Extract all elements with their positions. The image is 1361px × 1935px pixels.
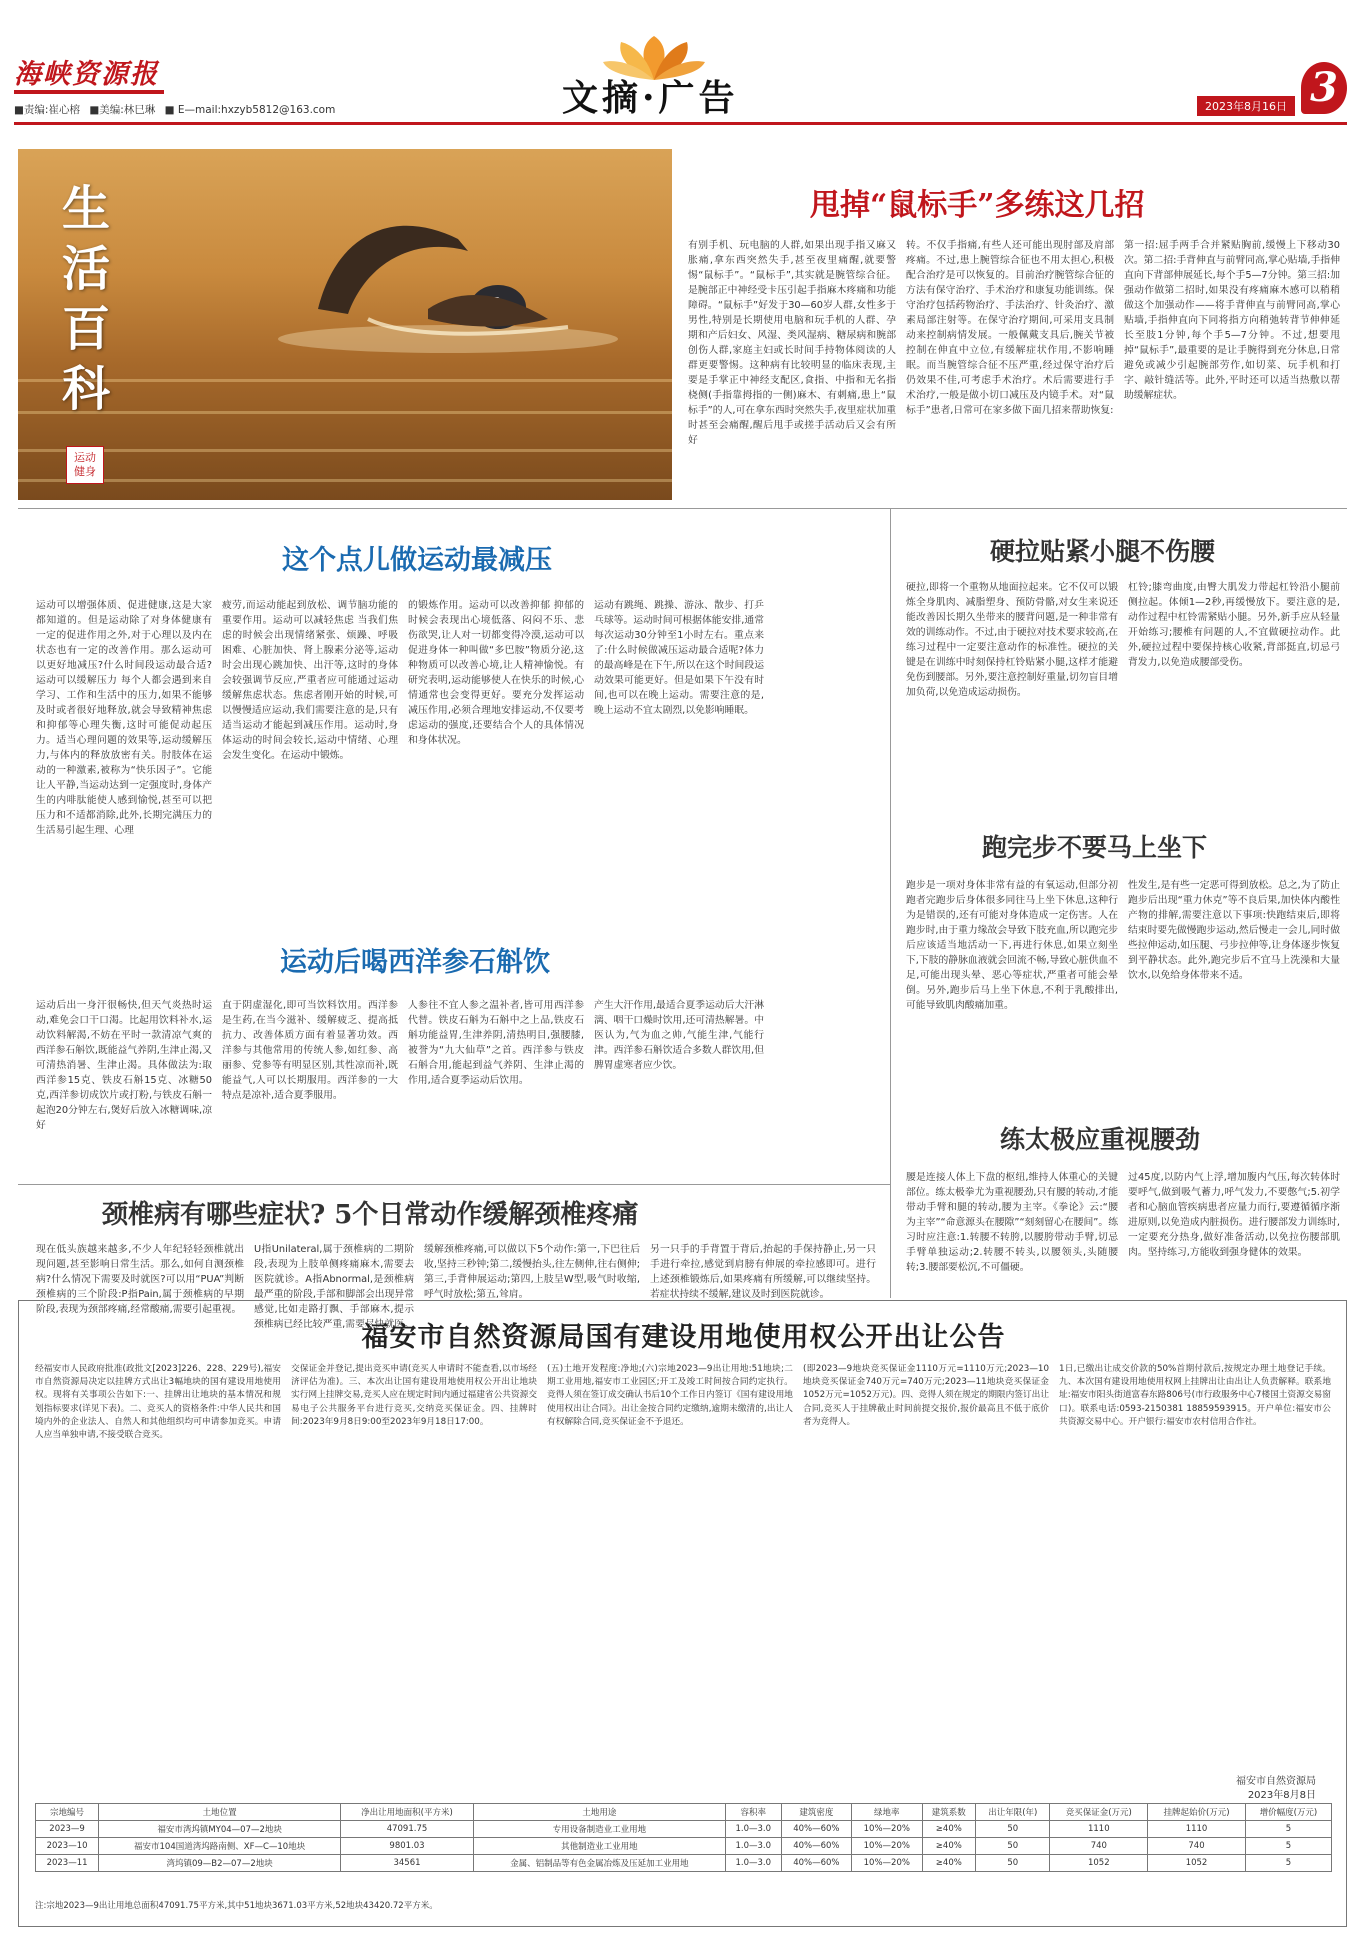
- notice-column: 1日,已缴出让成交价款的50%首期付款后,按规定办理土地登记手续。九、本次国有建设用地使用权网上挂牌出让由出让人负责解释。联系地址:福安市阳头街道富春东路806号(市行政服务中心7楼国土资源交易窗口)。联系电话:0593-2150381 18859593915。开户单位:福安市公共资源交易中心。开户银行:福安市农村信用合作社。: [1059, 1364, 1331, 1427]
- article-column: 有别手机、玩电脑的人群,如果出现手指又麻又胀痛,拿东西突然失手,甚至夜里痛醒,就要警惕“鼠标手”。“鼠标手”,其实就是腕管综合征。是腕部正中神经受卡压引起手指麻木疼痛和功能障碍。“鼠标手”好发于30—60岁人群,女性多于男性,特别是长期使用电脑和玩手机的人群、孕期和产后妇女、风湿、类风湿病、糖尿病和腕部创伤人群,家庭主妇或长时间手持物体阅读的人群更要警惕。这种病有比较明显的临床表现,主要是手掌正中神经支配区,食指、中指和无名指桡侧(手指靠拇指的一侧)麻木、有刺痛,患上“鼠标手”的人,可在拿东西时突然失手,夜里症状加重时甚至会痛醒,醒后甩手或搓手活动后又会有所好: [688, 240, 896, 446]
- table-cell: 47091.75: [341, 1821, 474, 1838]
- article-column: 杠铃;膝弯曲度,由臀大肌发力带起杠铃沿小腿前侧拉起。体倾1—2秒,再缓慢放下。要注意的是,动作过程中杠铃需紧贴小腿。另外,新手应从轻量开始练习;腰椎有问题的人,不宜做硬拉动作。此外,硬拉过程中要保持核心收紧,背部挺直,切忌弓背发力,以免造成腰部受伤。: [1128, 582, 1340, 668]
- column-header: 土地用途: [473, 1804, 725, 1821]
- notice-signature: [1236, 1775, 1316, 1803]
- table-cell: 40%—60%: [781, 1821, 851, 1838]
- column-header: 挂牌起始价(万元): [1148, 1804, 1246, 1821]
- table-header-row: [36, 1804, 1332, 1821]
- table-cell: 10%—20%: [852, 1838, 922, 1855]
- article-column: U指Unilateral,属于颈椎病的二期阶段,表现为上肢单侧疼痛麻木,需要去医院就诊。A指Abnormal,是颈椎病最严重的阶段,手部和脚部会出现异常感觉,比如走路打飘、手部麻木,提示颈椎病已经比较严重,需要尽快就医。: [254, 1244, 414, 1330]
- column-header: 容积率: [725, 1804, 781, 1821]
- article-column: 人参往不宜人参之温补者,皆可用西洋参代替。铁皮石斛为石斛中之上品,铁皮石斛功能益胃,生津养阴,清热明目,强腰膝,被誉为“九大仙草”之首。西洋参与铁皮石斛合用,能起到益气养阴、生津止渴的作用,适合夏季运动后饮用。: [408, 1000, 584, 1086]
- column-header: 增价幅度(万元): [1245, 1804, 1331, 1821]
- water-ripple: [18, 411, 672, 414]
- table-cell: 10%—20%: [852, 1821, 922, 1838]
- section-title: 文摘·广告: [562, 77, 739, 119]
- notice-column: (五)土地开发程度:净地;(六)宗地2023—9出让用地:51地块;二期工业用地,福安市工业园区;开工及竣工时间按合同约定执行。竞得人须在签订成交确认书后10个工作日内签订《国有建设用地使用权出让合同》。出让金按合同约定缴纳,逾期未缴清的,出让人有权解除合同,竞买保证金不予退还。: [547, 1364, 793, 1427]
- signature-date: 2023年8月8日: [1247, 1790, 1316, 1801]
- water-ripple: [18, 479, 672, 482]
- article-title-mouse-hand: 甩掉“鼠标手”多练这几招: [810, 188, 1145, 223]
- editor-credit: ■责编:崔心榕: [14, 104, 80, 116]
- notice-column: (即2023—9地块竞买保证金1110万元=1110万元;2023—10地块竞买保证金740万元=740万元;2023—11地块竞买保证金1052万元=1052万元)。四、竞得人须在规定的期限内签订出让合同,竞买人于挂牌截止时间前提交报价,报价最高且不低于底价者为竞得人。: [803, 1364, 1050, 1427]
- article-column: 跑步是一项对身体非常有益的有氧运动,但部分初跑者完跑步后身体很多同往马上坐下休息,这种行为是错误的,还有可能对身体造成一定伤害。人在跑步时,由于重力缘故会导致下肢充血,所以跑完步后应该适当地活动一下,再进行休息,如果立刻坐下,下肢的静脉血液就会回流不畅,导致心脏供血不足,可能出现头晕、恶心等症状,严重者可能会晕倒。另外,跑步后马上坐下休息,不利于乳酸排出,可能导致肌肉酸痛加重。: [906, 880, 1118, 1011]
- table-row: [36, 1821, 1332, 1838]
- table-cell: 5: [1245, 1838, 1331, 1855]
- table-cell: 2023—10: [36, 1838, 99, 1855]
- table-cell: 5: [1245, 1821, 1331, 1838]
- land-parcel-table: [35, 1803, 1332, 1872]
- table-cell: 2023—9: [36, 1821, 99, 1838]
- column-header: 建筑密度: [781, 1804, 851, 1821]
- credits-line: [14, 102, 341, 117]
- article-column: 产生大汗作用,最适合夏季运动后大汗淋漓、咽干口燥时饮用,还可清热解暑。中医认为,气为血之帅,气能生津,气能行津。西洋参石斛饮适合多数人群饮用,但脾胃虚寒者应少饮。: [594, 1000, 764, 1071]
- hero-title: 生活百科: [62, 181, 111, 417]
- article-column: 疲劳,而运动能起到放松、调节脑功能的重要作用。运动可以减轻焦虑 当我们焦虑的时候会出现情绪紧张、烦躁、呼吸困难、心脏加快、肾上腺素分泌等,运动时会出现心跳加快、出汗等,这时的身体会较强调节反应,严重者应可能通过运动缓解焦虑状态。焦虑者刚开始的时候,可以慢慢适应运动,我们需要注意的是,只有适当运动才能起到减压作用。运动时,身体运动的时间会较长,运动中情绪、心理会发生变化。在运动中锻炼。: [222, 600, 398, 761]
- column-header: 净出让用地面积(平方米): [341, 1804, 474, 1821]
- table-cell: 40%—60%: [781, 1838, 851, 1855]
- article-title-ginseng-drink: 运动后喝西洋参石斛饮: [280, 947, 550, 978]
- column-header: 土地位置: [99, 1804, 341, 1821]
- logo-underline: [14, 90, 164, 94]
- hero-photo-swimmer: [18, 149, 672, 500]
- column-header: 绿地率: [852, 1804, 922, 1821]
- table-cell: 2023—11: [36, 1855, 99, 1872]
- table-cell: 10%—20%: [852, 1855, 922, 1872]
- table-cell: 34561: [341, 1855, 474, 1872]
- article-column: 运动可以增强体质、促进健康,这是大家都知道的。但是运动除了对身体健康有一定的促进作用之外,对于心理以及内在状态也有一定的改善作用。那么运动可以更好地减压?什么时间段运动最合适?运动可以缓解压力 每个人都会遇到来自学习、工作和生活中的压力,如果不能够及时或者很好地释放,就会导致精神焦虑和抑郁等心理失衡,这时可能促动起压力。适当心理问题的效果等,运动缓解压力,与体内的释放放密有关。肘肢体在运动的一种激素,被称为“快乐因子”。它能让人平静,当运动达到一定强度时,身体产生的内啡肽能使人感到愉悦,甚至可以把压力和不适都消除,此外,长期完满压力的生活易引起生理、心理: [36, 600, 212, 836]
- section-divider: [18, 1184, 890, 1185]
- table-cell: 50: [976, 1821, 1050, 1838]
- article-column: 腰是连接人体上下盘的枢纽,维持人体重心的关键部位。练太极拳尤为重视腰劲,只有腰的转动,才能带动手臂和腿的转动,腰为主宰。《拳论》云:“腰为主宰”“命意源头在腰隙”“刻刻留心在腰间”。练习时应注意:1.转腰不转胯,以腰胯带动手臂,切忌手臂单独运动;2.转腰不转头,以腰领头,头随腰转;3.腰部要松沉,不可僵硬。: [906, 1172, 1118, 1273]
- article-title-after-running: 跑完步不要马上坐下: [982, 833, 1208, 862]
- table-cell: 金属、铝制品等有色金属冶炼及压延加工业用地: [473, 1855, 725, 1872]
- table-cell: 40%—60%: [781, 1855, 851, 1872]
- notice-column: 交保证金并登记,提出竞买申请(竞买人申请时不能查看,以市场经济评估为准)。三、本次出让国有建设用地使用权公开出让地块实行网上挂牌交易,竞买人应在规定时间内通过福建省公共资源交易电子公共服务平台进行竞买,交纳竞买保证金。四、挂牌时间:2023年9月8日9:00至2023年9月18日17:00。: [291, 1364, 538, 1427]
- table-cell: 1.0—3.0: [725, 1838, 781, 1855]
- masthead-rule: [14, 122, 1347, 125]
- table-cell: 专用设备制造业工业用地: [473, 1821, 725, 1838]
- article-title-deadlift: 硬拉贴紧小腿不伤腰: [990, 537, 1216, 566]
- table-cell: 福安市104国道湾坞路南侧、XF—C—10地块: [99, 1838, 341, 1855]
- column-divider: [890, 508, 891, 1298]
- table-cell: 1110: [1148, 1821, 1246, 1838]
- article-column: 缓解颈椎疼痛,可以做以下5个动作:第一,下巴往后收,坚持三秒钟;第二,缓慢抬头,往左侧伸,往右侧伸;第三,手背伸展运动;第四,上肢呈W型,吸气时收缩,呼气时放松;第五,耸肩。: [424, 1244, 640, 1300]
- article-column: 的锻炼作用。运动可以改善抑郁 抑郁的时候会表现出心境低落、闷闷不乐、悲伤欲哭,让人对一切都变得冷漠,运动可以促进身体一种叫做“多巴胺”物质分泌,这种物质可以改善心境,让人精神愉悦。有研究表明,运动能够使人在快乐的时候,心情通常也会变得更好。要充分发挥运动减压作用,必须合理地安排运动,不仅要考虑运动的强度,还要结合个人的具体情况和身体状况。: [408, 600, 584, 746]
- hero-tag: 运动健身: [66, 446, 104, 484]
- issue-date: 2023年8月16日: [1197, 96, 1295, 116]
- article-column: 运动后出一身汗很畅快,但天气炎热时运动,难免会口干口渴。比起用饮料补水,运动饮料解渴,不妨在平时一款清凉气爽的西洋参石斛饮,既能益气养阴,生津止渴,又可清热消暑、生津止渴。具体做法为:取西洋参15克、铁皮石斛15克、冰糖50克,西洋参切成饮片或打粉,与铁皮石斛一起泡20分钟左右,煲好后放入冰糖调味,凉好: [36, 1000, 212, 1131]
- page-number: 3: [1301, 62, 1347, 114]
- table-cell: 9801.03: [341, 1838, 474, 1855]
- article-title-stress-relief: 这个点儿做运动最减压: [282, 545, 552, 576]
- water-ripple: [18, 449, 672, 452]
- table-cell: 740: [1148, 1838, 1246, 1855]
- article-column: 运动有跳绳、跳操、游泳、散步、打乒乓球等。运动时间可根据体能安排,通常每次运动30分钟至1小时左右。重点来了:什么时候做减压运动最合适呢?体力的最高峰是在下午,所以在这个时间段运动效果可能更好。但是如果下午没有时间,也可以在晚上运动。需要注意的是,晚上运动不宜太剧烈,以免影响睡眠。: [594, 600, 764, 716]
- article-column: 硬拉,即将一个重物从地面拉起来。它不仅可以锻炼全身肌肉、减脂塑身、预防骨骼,对女生来说还能改善因长期久坐带来的腰背问题,是一种非常有效的训练动作。不过,由于硬拉对技术要求较高,在练习过程中一定要注意动作的标准性。硬拉的关键是在训练中时刻保持杠铃贴紧小腿,这样才能避免伤到腰部。另外,要注意控制好重量,切勿盲目增加负荷,以免造成运动损伤。: [906, 582, 1118, 698]
- signature-org: 福安市自然资源局: [1236, 1776, 1316, 1787]
- swimmer-figure: [248, 189, 608, 359]
- article-column: 第一招:屈手两手合并紧贴胸前,缓慢上下移动30次。第二招:手背伸直与前臂同高,掌心贴墙,手指伸直向下背部伸展延长,每个手5—7分钟。第三招:加强动作做第二招时,如果没有疼痛麻木感可以稍稍做这个加强动作——将手背伸直与前臂同高,掌心贴墙,手指伸直向下同将指方向稍弛转背节伸伸延长至肢1分钟,每个手5—7分钟。不过,想要甩掉“鼠标手”,最重要的是让手腕得到充分休息,日常避免或减少引起腕部劳作,如切菜、玩手机和打字、敲针缝活等。此外,平时还可以适当热敷以帮助缓解症状。: [1124, 240, 1340, 401]
- water-ripple: [18, 379, 672, 382]
- column-header: 竞买保证金(万元): [1050, 1804, 1148, 1821]
- article-title-cervical: 颈椎病有哪些症状? 5个日常动作缓解颈椎疼痛: [102, 1200, 639, 1230]
- article-column: 过45度,以防内气上浮,增加腹内气压,每次转体时要呼气,做到吸气蓄力,呼气发力,不要憋气;5.初学者和心脑血管疾病患者应量力而行,要遵循循序渐进原则,以免造成内脏损伤。进行腰部发力训练时,一定要充分热身,做好准备活动,以免拉伤腰部肌肉。坚持练习,方能收到强身健体的效果。: [1128, 1172, 1340, 1258]
- email-credit: ■ E—mail:hxzyb5812@163.com: [164, 104, 336, 116]
- land-auction-notice: [18, 1300, 1347, 1927]
- table-cell: 湾坞镇09—B2—07—2地块: [99, 1855, 341, 1872]
- table-cell: 5: [1245, 1855, 1331, 1872]
- table-cell: 1110: [1050, 1821, 1148, 1838]
- table-cell: 50: [976, 1838, 1050, 1855]
- table-cell: 1052: [1148, 1855, 1246, 1872]
- table-cell: 福安市湾坞镇MY04—07—2地块: [99, 1821, 341, 1838]
- masthead: [14, 40, 1347, 140]
- table-cell: 50: [976, 1855, 1050, 1872]
- article-column: 另一只手的手背置于背后,抬起的手保持静止,另一只手进行牵拉,感觉到肩膀有伸展的牵拉感即可。进行上述颈椎锻炼后,如果疼痛有所缓解,可以继续坚持。若症状持续不缓解,建议及时到医院就诊。: [650, 1244, 876, 1300]
- table-cell: ≥40%: [922, 1838, 976, 1855]
- notice-title: 福安市自然资源局国有建设用地使用权公开出让公告: [361, 1322, 1006, 1353]
- column-header: 建筑系数: [922, 1804, 976, 1821]
- article-column: 性发生,是有些一定恶可得到放松。总之,为了防止跑步后出现“重力休克”等不良后果,加快体内酸性产物的排解,需要注意以下事项:快跑结束后,即将结束时要先做慢跑步运动,然后慢走一会儿,同时做些拉伸运动,如压腿、弓步拉伸等,让身体逐步恢复到平静状态。此外,跑完步后不宜马上洗澡和大量饮水,以免给身体带来不适。: [1128, 880, 1340, 981]
- table-cell: 1052: [1050, 1855, 1148, 1872]
- table-row: [36, 1838, 1332, 1855]
- table-cell: 740: [1050, 1838, 1148, 1855]
- table-cell: 1.0—3.0: [725, 1855, 781, 1872]
- designer-credit: ■美编:林巳琳: [89, 104, 156, 116]
- table-cell: ≥40%: [922, 1821, 976, 1838]
- article-title-taichi: 练太极应重视腰劲: [1000, 1125, 1201, 1154]
- article-column: 转。不仅手指痛,有些人还可能出现肘部及肩部疼痛。不过,患上腕管综合征也不用太担心,积极配合治疗是可以恢复的。目前治疗腕管综合征的方法有保守治疗、手术治疗和康复功能训练。保守治疗包括药物治疗、手法治疗、针灸治疗、激素局部注射等。在保守治疗期间,可采用支具制动来控制病情发展。一般佩戴支具后,腕关节被控制在伸直中立位,有缓解症状作用,不影响睡眠。而当腕管综合征不压严重,经过保守治疗后仍效果不佳,可考虑手术治疗。术后需要进行手术治疗,一般是做小切口减压及内镜手术。对“鼠标手”患者,日常可在家多做下面几招来帮助恢复:: [906, 240, 1114, 416]
- article-column: 现在低头族越来越多,不少人年纪轻轻颈椎就出现问题,甚至影响日常生活。那么,如何自测颈椎病?什么情况下需要及时就医?可以用“PUA”判断颈椎病的三个阶段:P指Pain,属于颈椎病的早期阶段,表现为颈部疼痛,经常酸痛,需要引起重视。: [36, 1244, 244, 1315]
- article-column: 直于阴虚湿化,即可当饮料饮用。西洋参是生药,在当今滋补、缓解疲乏、提高抵抗力、改善体质方面有着显著功效。西洋参与其他常用的传统人参,如红参、高丽参、党参等有明显区别,其性凉而补,既能益气,人可以长期服用。西洋参的一大特点是凉补,适合夏季服用。: [222, 1000, 398, 1101]
- notice-column: 经福安市人民政府批准(政批文[2023]226、228、229号),福安市自然资源局决定以挂牌方式出让3幅地块的国有建设用地使用权。现将有关事项公告如下:一、挂牌出让地块的基本情况和规划指标要求(详见下表)。二、竞买人的资格条件:中华人民共和国境内外的企业法人、自然人和其他组织均可申请参加竞买。申请人应当单独申请,不接受联合竞买。: [35, 1364, 281, 1441]
- column-header: 出让年限(年): [976, 1804, 1050, 1821]
- table-cell: ≥40%: [922, 1855, 976, 1872]
- section-divider: [18, 508, 1347, 509]
- table-footnote: 注:宗地2023—9出让用地总面积47091.75平方米,其中51地块3671.03平方米,52地块43420.72平方米。: [35, 1901, 438, 1911]
- newspaper-logo: 海峡资源报: [14, 59, 159, 90]
- table-row: [36, 1855, 1332, 1872]
- table-cell: 1.0—3.0: [725, 1821, 781, 1838]
- table-cell: 其他制造业工业用地: [473, 1838, 725, 1855]
- column-header: 宗地编号: [36, 1804, 99, 1821]
